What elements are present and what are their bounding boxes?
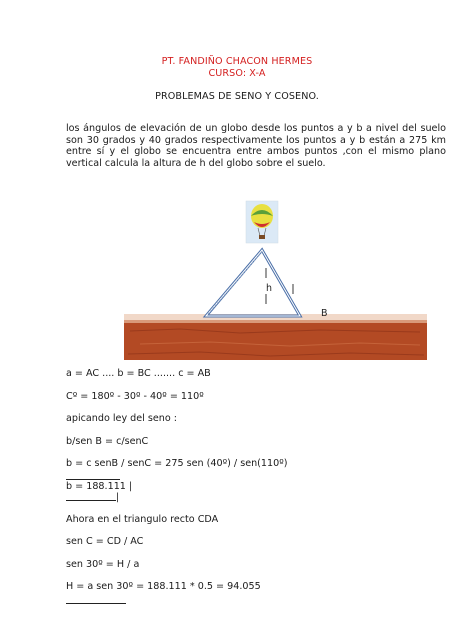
ground-strip <box>124 314 427 360</box>
problem-statement: los ángulos de elevación de un globo desde los puntos a y b a nivel del suelo son 30 grados y 40 grados respectivamente los puntos a y b están a 275 km entre sí y el globo se encuentra entre ambos puntos ,con el mismo plano vertical calcula la altura de h del globo sobre el suelo. <box>66 123 446 169</box>
solution-line-8: sen C = CD / AC <box>66 536 144 547</box>
page-title: PROBLEMAS DE SENO Y COSENO. <box>155 91 319 102</box>
rule-final <box>66 603 126 604</box>
solution-line-5: b = c senB / senC = 275 sen (40º) / sen(110º) <box>66 458 288 469</box>
solution-line-4: b/sen B = c/senC <box>66 436 149 447</box>
author-name: PT. FANDIÑO CHACON HERMES <box>161 56 313 67</box>
label-b: B <box>321 308 328 319</box>
balloon-icon <box>246 201 278 243</box>
solution-line-6-bar: | <box>116 492 120 503</box>
course-label: CURSO: X-A <box>208 68 266 79</box>
problem-figure <box>120 196 432 364</box>
solution-line-1: a = AC .... b = BC ....... c = AB <box>66 368 211 379</box>
solution-line-6: b = 188.111 | <box>66 481 133 492</box>
solution-line-10: H = a sen 30º = 188.111 * 0.5 = 94.055 <box>66 581 261 592</box>
rule-top <box>66 479 120 480</box>
figure-svg <box>120 196 432 364</box>
solution-line-2: Cº = 180º - 30º - 40º = 110º <box>66 391 204 402</box>
label-h: h <box>266 283 273 294</box>
solution-line-7: Ahora en el triangulo recto CDA <box>66 514 219 525</box>
solution-line-9: sen 30º = H / a <box>66 559 140 570</box>
rule-bottom <box>66 500 116 501</box>
solution-line-3: apicando ley del seno : <box>66 413 178 424</box>
triangle-shape <box>206 250 300 316</box>
